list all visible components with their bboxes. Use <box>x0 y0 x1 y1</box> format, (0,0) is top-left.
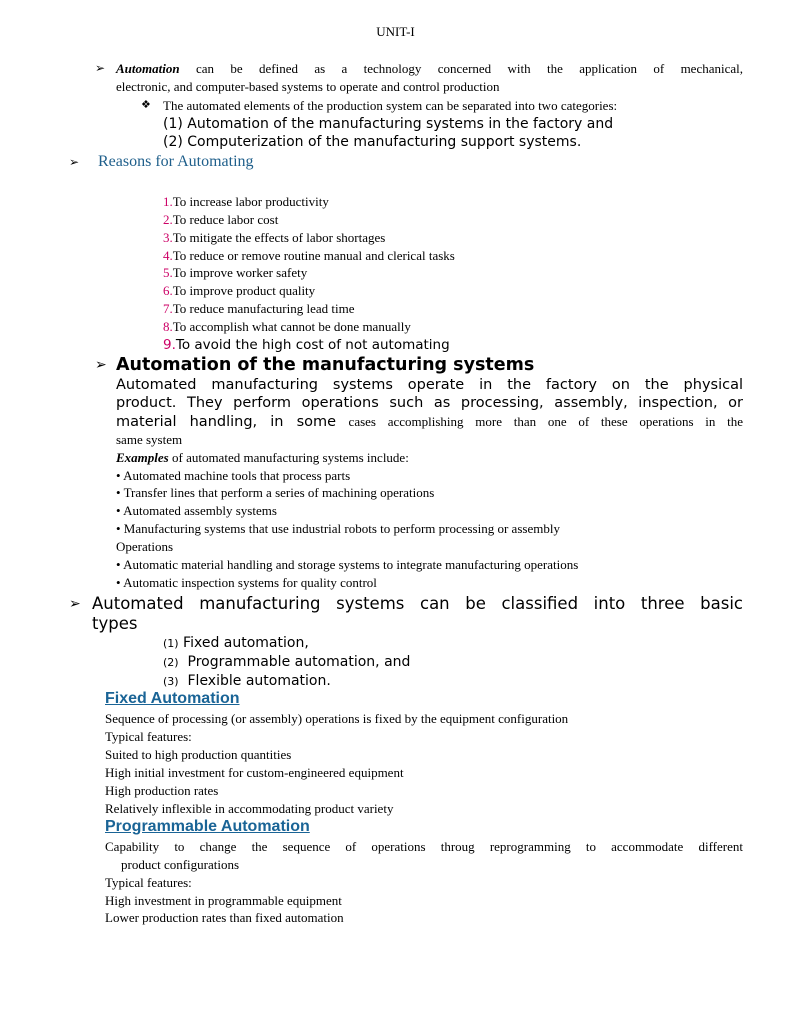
reason-item-1: 1.To increase labor productivity <box>163 194 329 209</box>
type-item-3: (3) Flexible automation. <box>163 673 331 689</box>
programmable-line-4: High investment in programmable equipment <box>105 893 342 908</box>
examples-label: Examples of automated manufacturing systems include: <box>116 450 409 465</box>
intro-line-1-rest: can be defined as a technology concerned with the application of mechanical, <box>195 61 743 76</box>
reason-item-8: 8.To accomplish what cannot be done manually <box>163 319 411 334</box>
reason-item-5: 5.To improve worker safety <box>163 265 308 280</box>
type-item-1: (1) Fixed automation, <box>163 635 309 651</box>
fixed-line-6: Relatively inflexible in accommodating product variety <box>105 801 394 816</box>
fixed-line-1: Sequence of processing (or assembly) operations is fixed by the equipment configuration <box>105 711 569 726</box>
reason-item-6: 6.To improve product quality <box>163 283 316 298</box>
category-2: (2) Computerization of the manufacturing support systems. <box>163 134 582 150</box>
classification-heading-line-1: Automated manufacturing systems can be classified into three basic <box>92 594 743 613</box>
example-item-1: • Automated machine tools that process parts <box>116 468 351 483</box>
category-1: (1) Automation of the manufacturing systems in the factory and <box>163 116 614 132</box>
reasons-heading: Reasons for Automating <box>98 153 254 170</box>
classification-heading-line-2: types <box>92 614 138 633</box>
reason-item-3: 3.To mitigate the effects of labor shortages <box>163 230 386 245</box>
mfg-para-line-1: Automated manufacturing systems operate in the factory on the physical <box>116 377 743 393</box>
example-item-5: • Automatic material handling and storage systems to integrate manufacturing operations <box>116 557 579 572</box>
programmable-automation-heading[interactable]: Programmable Automation <box>105 818 310 835</box>
type-item-2: (2) Programmable automation, and <box>163 654 411 670</box>
programmable-line-1: Capability to change the sequence of operations throug reprogramming to accommodate different <box>105 839 743 854</box>
example-item-3: • Automated assembly systems <box>116 503 277 518</box>
arrow-bullet-icon: ➢ <box>95 358 107 373</box>
fixed-automation-heading[interactable]: Fixed Automation <box>105 690 240 707</box>
page-header: UNIT-I <box>376 24 415 39</box>
programmable-line-5: Lower production rates than fixed automation <box>105 910 344 925</box>
automation-term: Automation <box>116 61 180 76</box>
mfg-para-line-4: same system <box>116 432 183 447</box>
example-item-2: • Transfer lines that perform a series of machining operations <box>116 485 435 500</box>
reason-item-4: 4.To reduce or remove routine manual and clerical tasks <box>163 248 455 263</box>
programmable-line-3: Typical features: <box>105 875 192 890</box>
programmable-line-2: product configurations <box>121 857 240 872</box>
mfg-systems-heading: Automation of the manufacturing systems <box>116 355 535 375</box>
fixed-line-2: Typical features: <box>105 729 192 744</box>
reason-item-2: 2.To reduce labor cost <box>163 212 279 227</box>
mfg-para-line-3: material handling, in some cases accomplishing more than one of these operations in the <box>116 414 744 430</box>
fixed-line-3: Suited to high production quantities <box>105 747 292 762</box>
reason-item-9: 9.To avoid the high cost of not automating <box>163 337 450 353</box>
categories-intro: The automated elements of the production system can be separated into two categories: <box>163 98 618 113</box>
intro-line-2: electronic, and computer-based systems to operate and control production <box>116 79 500 94</box>
reason-item-7: 7.To reduce manufacturing lead time <box>163 301 355 316</box>
intro-line-1 <box>116 61 743 77</box>
fixed-line-4: High initial investment for custom-engineered equipment <box>105 765 404 780</box>
example-item-4: • Manufacturing systems that use industrial robots to perform processing or assembly <box>116 521 560 536</box>
arrow-bullet-icon: ➢ <box>69 155 80 169</box>
arrow-bullet-icon: ➢ <box>95 61 106 75</box>
fixed-line-5: High production rates <box>105 783 219 798</box>
arrow-bullet-icon: ➢ <box>69 597 81 612</box>
mfg-para-line-2: product. They perform operations such as processing, assembly, inspection, or <box>116 395 743 411</box>
diamond-bullet-icon: ❖ <box>141 98 151 111</box>
example-item-4-cont: Operations <box>116 539 174 554</box>
example-item-6: • Automatic inspection systems for quality control <box>116 575 377 590</box>
